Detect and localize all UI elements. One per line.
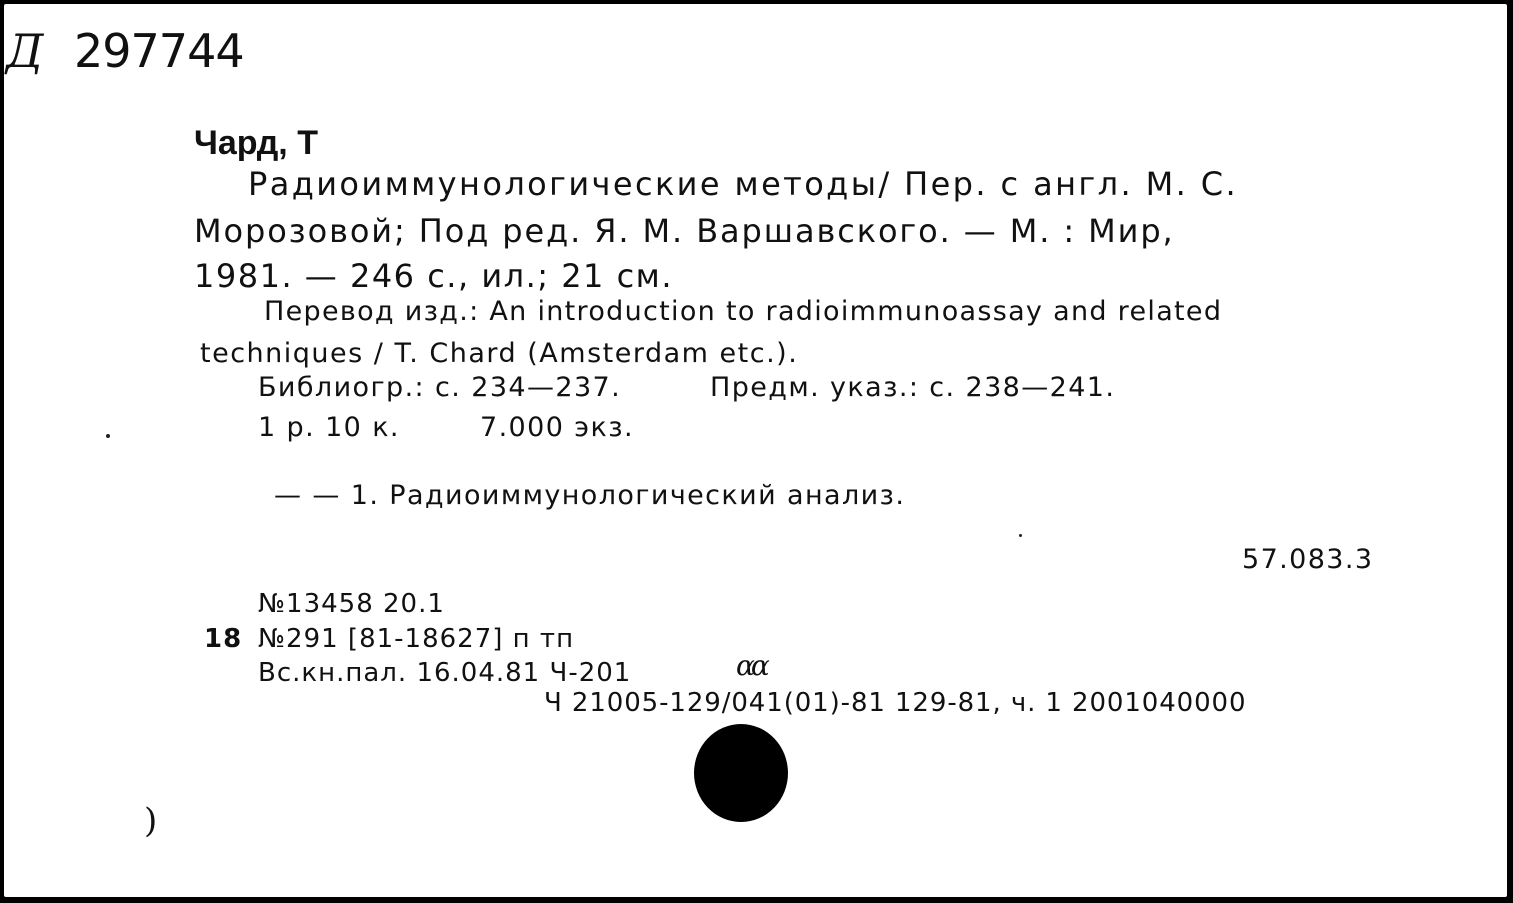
author-heading: Чард, Т <box>194 124 318 162</box>
punch-hole <box>694 724 788 822</box>
subject-index: Предм. указ.: с. 238—241. <box>710 372 1116 403</box>
print-code: №291 [81-18627] п тп <box>258 624 575 654</box>
title-line-1: Радиоиммунологические методы/ Пер. с англ. М. С. <box>248 165 1239 203</box>
catalog-card <box>4 4 1507 897</box>
handwritten-initials: αα <box>736 649 766 682</box>
index-code: Ч 21005-129/041(01)-81 129-81, ч. 1 2001040000 <box>544 688 1247 718</box>
bibliography: Библиогр.: с. 234—237. <box>258 372 622 403</box>
inventory-number: 297744 <box>74 24 244 78</box>
price: 1 р. 10 к. <box>258 412 400 443</box>
copies: 7.000 экз. <box>480 412 634 443</box>
book-chamber-registration: Вс.кн.пал. 16.04.81 Ч-201 <box>258 658 632 688</box>
title-line-3: 1981. — 246 с., ил.; 21 см. <box>194 257 673 295</box>
classification-code: 57.083.3 <box>1242 544 1374 575</box>
print-number: 18 <box>204 624 243 654</box>
stray-dot <box>1019 534 1022 537</box>
margin-dot <box>106 434 110 438</box>
order-number: №13458 20.1 <box>258 589 445 619</box>
call-letter: Д <box>6 24 43 78</box>
translation-note-line-1: Перевод изд.: An introduction to radioimmunoassay and related <box>264 296 1223 327</box>
margin-mark: ) <box>144 801 158 841</box>
translation-note-line-2: techniques / T. Chard (Amsterdam etc.). <box>200 338 799 369</box>
subject-heading: — — 1. Радиоиммунологический анализ. <box>274 480 906 511</box>
title-line-2: Морозовой; Под ред. Я. М. Варшавского. — М. : Мир, <box>194 212 1175 250</box>
